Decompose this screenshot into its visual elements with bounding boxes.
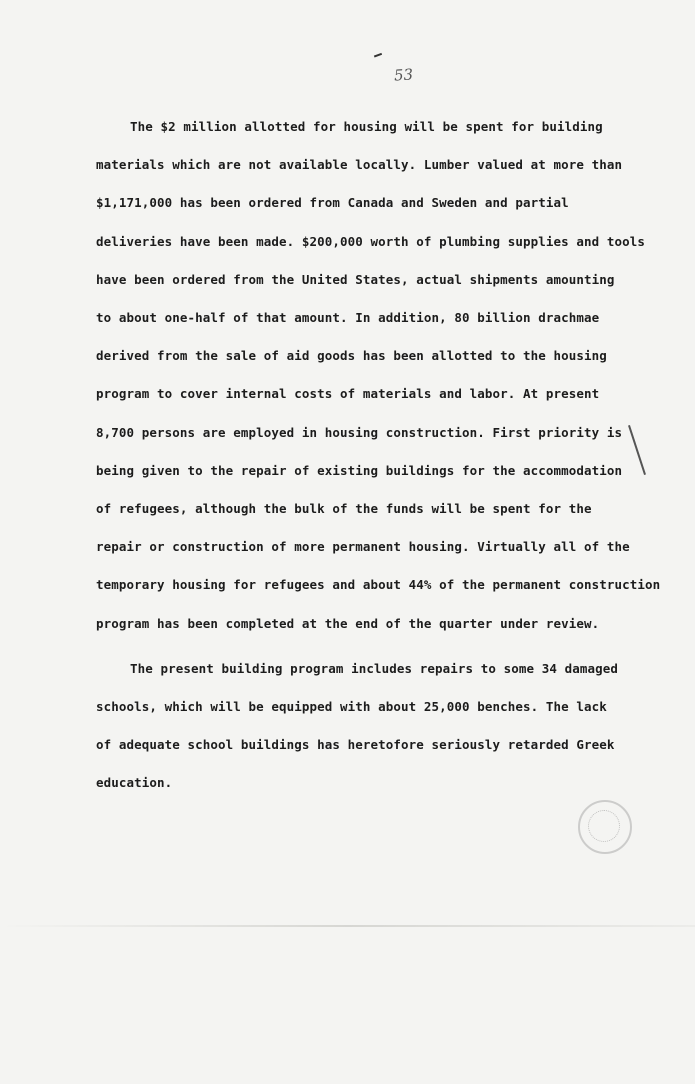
text-line: program to cover internal costs of materials and labor. At present — [96, 386, 600, 402]
stamp-mark — [578, 800, 632, 854]
text-line: being given to the repair of existing buildings for the accommodation — [96, 462, 623, 478]
text-line: education. — [96, 775, 173, 791]
paragraph-schools — [96, 650, 636, 803]
top-pen-mark — [374, 53, 384, 63]
text-line: The present building program includes repairs to some 34 damaged — [130, 660, 619, 676]
text-line: have been ordered from the United States, actual shipments amounting — [96, 271, 615, 287]
document-body — [96, 108, 661, 803]
text-line: 8,700 persons are employed in housing construction. First priority is — [96, 424, 623, 440]
text-line: temporary housing for refugees and about 44% of the permanent construction — [96, 577, 661, 593]
paragraph-gap — [96, 643, 636, 650]
text-line: derived from the sale of aid goods has been allotted to the housing — [96, 348, 607, 364]
text-line: of refugees, although the bulk of the funds will be spent for the — [96, 501, 592, 517]
text-line: to about one-half of that amount. In addition, 80 billion drachmae — [96, 310, 600, 326]
text-line: schools, which will be equipped with about 25,000 benches. The lack — [96, 699, 607, 715]
text-line: The $2 million allotted for housing will be spent for building — [130, 119, 603, 134]
text-line: of adequate school buildings has heretofore seriously retarded Greek — [96, 737, 615, 753]
text-line: deliveries have been made. $200,000 worth of plumbing supplies and tools — [96, 233, 646, 249]
text-line: repair or construction of more permanent housing. Virtually all of the — [96, 539, 630, 555]
page-number: 53 — [393, 65, 414, 85]
page-fold — [0, 925, 695, 927]
text-line: materials which are not available locally. Lumber valued at more than — [96, 157, 623, 173]
text-line: $1,171,000 has been ordered from Canada and Sweden and partial — [96, 195, 569, 211]
paragraph-housing — [96, 108, 661, 643]
text-line: program has been completed at the end of the quarter under review. — [96, 615, 600, 631]
